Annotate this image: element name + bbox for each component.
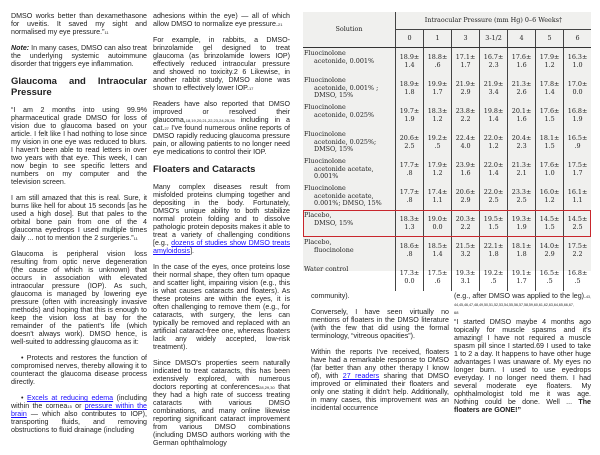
mean-value: 22.0± [483,134,504,142]
table-row [303,156,591,183]
mean-value: 21.3± [511,80,532,88]
mean-value: 23.3± [511,188,532,196]
text: I've found numerous online reports of DMSO rapidly reducing glaucoma pressure pain, or allowing patients to no longer need eye medications to control their IOP. [153,124,290,156]
note-paragraph [11,44,147,68]
sd-value: 1.8 [488,249,499,258]
pressure-cell [424,264,452,291]
text: that they had a high rate of success treating cataracts with various DMSO combinations, and many online likewise reporting significant cataract improvement from various DMSO combinations (including DMSO authors working with the German ophthalmology [153,383,290,447]
pressure-cell [564,237,591,264]
citation: 43,44,45,46,47,48,49,50,51,52,53,54,55,56,57,58,59,60,61,62,63,64,65,66,67, [454,295,591,307]
mean-value: 16.8± [567,107,588,115]
mean-value: 17.5± [427,269,448,277]
solution-header: Solution [303,12,396,48]
text: I am still amazed that this is real. Sure, it burns like hell for about 15 seconds [as he used a high dose]. But that pales to the orbital bone pain from one of the 4 glaucoma eyedrops I used multiple times daily ... not to mention the 2 surgeries.” [11,194,147,242]
week-header: 5 [536,30,564,48]
week-header: 0 [396,30,424,48]
pressure-cell [396,183,424,210]
mean-value: 20.4± [511,134,532,142]
pressure-cell [452,183,480,210]
pressure-cell [452,237,480,264]
label-line: acetonide acetate, [314,164,374,173]
mean-value: 20.3± [455,215,476,223]
mean-value: 22.0± [483,188,504,196]
sd-value: 1.9 [404,114,415,123]
pressure-cell [424,156,452,183]
week-header: 3 [452,30,480,48]
sd-value: 2.9 [544,249,555,258]
mean-value: 16.5± [539,269,560,277]
mean-value: 19.7± [399,107,420,115]
solution-label [303,210,396,237]
sd-value: 1.5 [544,141,555,150]
pressure-cell [452,210,480,237]
sd-value: 1.5 [544,222,555,231]
pressure-cell [564,129,591,156]
text: Many complex diseases result from misfolded proteins clumping together and depositing in the body. Fortunately, DMSO's unique ability to both stabilize normal protein folding and to dissolve pathologic protein deposits makes it able to treat a variety of challenging conditions [e.g., [153,183,290,247]
sd-value: 1.7 [460,60,471,69]
citation: 21 [277,22,283,27]
mean-value: 17.6± [539,161,560,169]
sd-value: .5 [490,276,497,285]
pressure-cell [508,210,536,237]
mean-value: 16.3± [567,53,588,61]
sd-value: 1.7 [432,87,443,96]
mean-value: 16.5± [567,134,588,142]
mean-value: 21.9± [483,80,504,88]
quote-paragraph [454,318,591,414]
sd-value: 1.2 [432,168,443,177]
pressure-cell [536,75,564,102]
section-heading: Glaucoma and Intraocular Pressure [11,76,147,98]
mean-value: 18.5± [427,242,448,250]
solution-label [303,156,396,183]
sd-value: 1.6 [516,60,527,69]
label-line: acetonide, 0.001% ; [314,83,379,92]
pressure-cell [536,156,564,183]
label-line: DMSO, 15% [314,145,354,153]
mean-value: 21.9± [455,80,476,88]
label-line: Placebo, [304,211,332,219]
pressure-cell [536,210,564,237]
label-line: acetonide, 0.001% [314,56,375,65]
mean-value: 17.6± [511,53,532,61]
sd-value: 3.4 [488,87,499,96]
sd-value: 2.2 [572,249,583,258]
paragraph: In the case of the eyes, once proteins lose their normal shape, they often turn opaque and scatter light, impairing vision (e.g., this is what causes cataracts and floaters). As these proteins are within the eyes, it is often challenging to remove them (e.g., for cataracts, with surgery, the lens can typically be removed and replaced with an artificial cataract-free one, whereas floaters lack any widely accepted, low-risk treatment). [153,263,290,351]
pressure-cell [396,156,424,183]
label-line: acetonide, 0.025% [314,110,375,119]
pressure-cell [480,102,508,129]
sd-value: 2.3 [488,60,499,69]
mean-value: 18.1± [539,134,560,142]
mean-value: 20.6± [455,188,476,196]
sd-value: 2.5 [488,195,499,204]
solution-label [303,237,396,264]
sd-value: 1.5 [488,222,499,231]
paragraph [153,36,290,92]
label-line: 0.001% [314,172,339,180]
pressure-cell [508,129,536,156]
solution-label [303,48,396,76]
sd-value: 1.6 [516,114,527,123]
sd-value: 1.4 [404,60,415,69]
pressure-cell [508,48,536,76]
sd-value: 0.0 [432,222,443,231]
table-row [303,264,591,291]
sd-value: 2.2 [460,222,471,231]
text: including in a cat. [153,116,290,132]
pressure-cell [396,75,424,102]
sd-value: 0.0 [404,276,415,285]
sd-value: 1.9 [572,114,583,123]
paragraph: Conversely, I have seen virtually no mentions of floaters in the DMSO literature (with the few that did using the formal terminology, “vitreous opacities”). [311,308,449,340]
mean-value: 18.9± [399,80,420,88]
bullet-item: • Excels at reducing edema (including within the cornea15 or pressure within the brain — which also contributes to IOP), transporting fluids, and removing obstructions to fluid drainage (including [11,394,147,434]
citation: 28,29,30 [259,385,275,390]
paragraph: community). [311,292,350,300]
pressure-cell [508,264,536,291]
label-line: DMSO, 15% [314,218,354,227]
sd-value: 1.4 [432,249,443,258]
mean-value: 17.4± [427,188,448,196]
sd-value: 2.5 [516,195,527,204]
pressure-cell [396,102,424,129]
sd-value: 1.0 [572,60,583,69]
pressure-cell [452,156,480,183]
mean-value: 17.9± [427,161,448,169]
text: Within the reports I've received, floaters have had a remarkable response to DMSO (far better than any other therapy I know of), with [311,348,449,380]
sd-value: 1.1 [572,195,583,204]
sd-value: 1.8 [516,249,527,258]
text: sharing that DMSO improved or eliminated their floaters and only one stating it didn't help. Additionally, in many cases, this improvement was an incidental occurrence [311,372,449,412]
solution-label [303,102,396,129]
pressure-cell [424,183,452,210]
pressure-cell [424,129,452,156]
mean-value: 23.9± [455,161,476,169]
table-row [303,183,591,210]
group-header: Intraocular Pressure (mm Hg) 0–6 Weeks† [396,12,592,30]
citation: 17 [248,86,254,91]
label-line: Fluocinolone [304,49,346,57]
citation: 18,19,20,21,22,23,24,25,26 [185,118,235,123]
pressure-cell [536,129,564,156]
sd-value: 1.2 [544,60,555,69]
text: DMSO works better than dexamethasone for uveitis. It saved my sight and normalised my eye pressure.” [11,12,147,36]
solution-label [303,183,396,210]
paragraph [11,12,147,36]
paragraph [454,292,591,316]
text: adhesions within the eye) — all of which allow DMSO to normalize eye pressure. [153,12,290,28]
paragraph [153,183,290,255]
mean-value: 20.6± [399,134,420,142]
pressure-cell [480,156,508,183]
mean-value: 14.5± [539,215,560,223]
table-row [303,48,591,76]
sd-value: 2.2 [460,114,471,123]
paragraph [153,100,290,156]
pressure-cell [564,75,591,102]
mean-value: 23.8± [455,107,476,115]
pressure-cell [564,48,591,76]
section-heading: Floaters and Cataracts [153,164,256,175]
mean-value: 19.2± [483,269,504,277]
mean-value: 16.7± [483,53,504,61]
pressure-cell [536,264,564,291]
sd-value: 1.8 [404,87,415,96]
table-row [303,75,591,102]
pressure-cell [452,129,480,156]
sd-value: 1.4 [488,114,499,123]
sd-value: 1.4 [544,87,555,96]
sd-value: 2.9 [460,87,471,96]
text: Since DMSO's properties seem naturally indicated to treat cataracts, this has been extensively explored, with numerous doctors reporting at conferences [153,359,290,391]
pressure-cell [424,48,452,76]
text: “I started DMSO maybe 4 months ago topically for muscle spasms and it's amazing! I have not required a muscle spasm pill since I started.69 I used to take 1 to 2 a day. It happens to have other huge advantages I was unaware of. My eyes no longer burn. I used to use eyedrops everyday. I no longer need them. I had several moderate eye floaters. My ophthalmologist told me it was age. Nothing could be done. Well ... [454,318,591,406]
pressure-cell [480,183,508,210]
paragraph [153,359,290,447]
text: For example, in rabbits, a DMSO-brinzolamide gel designed to treat glaucoma (as brinzolamide lowers IOP) effectively reduced intraocular pressure and showed no toxicity.2 6 Likewise, in another rabbit study, DMSO alone was shown to effectively lower IOP. [153,36,290,92]
citation: 15 [67,404,72,409]
mean-value: 19.2± [427,134,448,142]
text: (e.g., after DMSO was applied to the leg). [454,292,586,300]
mean-value: 16.8± [567,269,588,277]
sd-value: .5 [574,276,581,285]
sd-value: .8 [406,195,413,204]
pressure-cell [480,237,508,264]
paragraph [311,348,449,412]
mean-value: 18.9± [399,53,420,61]
mean-value: 18.6± [399,242,420,250]
intraocular-pressure-table [303,12,591,285]
text: In many cases, DMSO can also treat the underlying systemic autoimmune disorder that triggers eye inflammation. [11,44,147,68]
mean-value: 21.5± [455,242,476,250]
pressure-cell [396,264,424,291]
pressure-cell [452,102,480,129]
sd-value: 1.4 [488,168,499,177]
label-line: 0.001%; DMSO, 15% [314,199,382,207]
mean-value: 18.3± [399,215,420,223]
pressure-cell [508,156,536,183]
sd-value: .5 [546,276,553,285]
sd-value: 1.3 [404,222,415,231]
pressure-cell [452,264,480,291]
pressure-cell [424,102,452,129]
label-line: Placebo, [304,238,332,246]
week-header: 4 [508,30,536,48]
pressure-cell [424,237,452,264]
pressure-cell [564,183,591,210]
mean-value: 17.9± [539,53,560,61]
quote-paragraph [11,194,147,242]
mean-value: 18.1± [511,242,532,250]
sd-value: 1.9 [516,222,527,231]
solution-label [303,264,396,291]
mean-value: 17.0± [567,80,588,88]
sd-value: 2.5 [572,222,583,231]
sd-value: 1.0 [544,168,555,177]
mean-value: 17.5± [567,242,588,250]
quote-paragraph: “I am 2 months into using 99.9% pharmaceutical grade DMSO for loss of vision due to glaucoma based on your article. I felt like I had nothing to lose since my vision in one eye was reduced to blurs. I haven't been able to read letters in over two years with that eye. This week, I can now begin to see specific letters and numbers on my computer and the television screen. [11,106,147,186]
text: ]. [190,247,195,255]
solution-label [303,75,396,102]
sd-value: 1.2 [544,195,555,204]
sd-value: .6 [434,276,441,285]
pressure-cell [564,156,591,183]
mean-value: 19.8± [483,107,504,115]
mean-value: 17.8± [539,80,560,88]
label-line: acetonide, 0.025%; [314,137,377,146]
table-row [303,102,591,129]
table-row-highlighted [303,210,591,237]
pressure-cell [396,48,424,76]
sd-value: 1.2 [432,114,443,123]
mean-value: 17.5± [567,161,588,169]
paragraph: Glaucoma is peripheral vision loss resulting from optic nerve degeneration (the cause of which is unknown) that occurs in association with elevated intraocular pressure (IOP). As such, glaucoma is managed by lowering eye pressure (often with increasingly invasive methods) and hoping that this is enough to keep the vision loss at bay for the remainder of the patient's life (which doesn't always work). DMSO hence, is well-suited to addressing glaucoma as it: [11,250,147,346]
text: Readers have also reported that DMSO improved or resolved their glaucoma, [153,100,290,124]
sd-value: .8 [406,249,413,258]
bold-text: The floaters are GONE!” [454,398,591,414]
pressure-cell [424,75,452,102]
table-row [303,237,591,264]
mean-value: 17.1± [455,53,476,61]
mean-value: 21.3± [511,161,532,169]
label-line: DMSO, 15% [314,91,354,99]
mean-value: 22.1± [483,242,504,250]
text: — which also contributes to IOP), transporting fluids, and removing obstructions to fluid drainage (including [11,410,147,434]
label-line: Fluocinolone [304,184,346,192]
week-header: 3-1/2 [480,30,508,48]
sd-value: 3.2 [460,249,471,258]
mean-value: 22.0± [483,161,504,169]
pressure-cell [480,210,508,237]
left-column [11,12,147,442]
pressure-cell [564,264,591,291]
paragraph [153,12,290,28]
mean-value: 19.5± [483,215,504,223]
sd-value: 2.5 [404,141,415,150]
citation: 11 [104,30,109,35]
citation: 27 [164,126,169,131]
sd-value: 1.7 [572,168,583,177]
sd-value: 3.1 [460,276,471,285]
sd-value: 1.2 [488,141,499,150]
mean-value: 16.0± [539,188,560,196]
mean-value: 14.0± [539,242,560,250]
edema-link[interactable]: Excels at reducing edema [26,394,114,402]
mean-value: 20.1± [511,107,532,115]
week-header: 6 [564,30,591,48]
mean-value: 19.1± [511,269,532,277]
table-body [303,48,591,292]
sd-value: .6 [434,60,441,69]
mean-value: 17.7± [399,188,420,196]
label-line: Water control [304,265,349,273]
sd-value: 2.3 [516,141,527,150]
pressure-cell [480,129,508,156]
pressure-cell [508,75,536,102]
pressure-cell [564,102,591,129]
pressure-cell [508,237,536,264]
text: (including within the cornea [11,394,147,410]
table-row [303,129,591,156]
brain-pressure-link[interactable]: pressure within the brain [11,402,147,418]
mean-value: 17.6± [539,107,560,115]
sd-value: 2.6 [516,87,527,96]
pressure-cell [396,129,424,156]
mean-value: 17.3± [399,269,420,277]
mean-value: 19.3± [511,215,532,223]
citation: 68 [454,310,459,315]
amyloidosis-link[interactable]: dozens of studies show DMSO treats amyloidosis [153,239,290,255]
note-label: Note: [11,44,30,52]
pressure-cell [536,48,564,76]
sd-value: .8 [406,168,413,177]
sd-value: .9 [574,141,581,150]
readers-link[interactable]: 27 readers [342,372,380,380]
week-header: 1 [424,30,452,48]
bottom-right-column [454,292,591,422]
label-line: Fluocinolone [304,157,346,165]
mean-value: 18.8± [427,53,448,61]
mean-value: 18.3± [427,107,448,115]
mean-value: 14.5± [567,215,588,223]
label-line: Fluocinolone [304,76,346,84]
text: or [71,402,85,410]
mean-value: 17.7± [399,161,420,169]
sd-value: 1.6 [460,168,471,177]
pressure-cell [424,210,452,237]
pressure-cell [564,210,591,237]
mean-value: 22.4± [455,134,476,142]
mean-value: 19.3± [455,269,476,277]
label-line: fluocinolone [314,245,354,254]
pressure-cell [480,48,508,76]
citation: 11 [133,236,138,241]
sd-value: 1.1 [432,195,443,204]
label-line: Fluocinolone [304,130,346,138]
pressure-cell [480,264,508,291]
sd-value: 0.0 [572,87,583,96]
pressure-cell [536,183,564,210]
sd-value: 1.5 [544,114,555,123]
mean-value: 19.9± [427,80,448,88]
bullet-item: • Protects and restores the function of compromised nerves, thereby allowing it to counteract the glaucoma disease process directly. [11,354,147,386]
sd-value: 4.0 [460,141,471,150]
middle-column [153,12,290,455]
pressure-cell [452,75,480,102]
mean-value: 16.1± [567,188,588,196]
sd-value: 1.7 [516,276,527,285]
pressure-cell [452,48,480,76]
sd-value: 2.1 [516,168,527,177]
pressure-cell [396,237,424,264]
pressure-cell [480,75,508,102]
label-line: acetonide acetate, [314,191,374,200]
mean-value: 19.0± [427,215,448,223]
solution-label [303,129,396,156]
pressure-cell [508,102,536,129]
label-line: Fluocinolone [304,103,346,111]
pressure-cell [536,102,564,129]
pressure-cell [396,210,424,237]
sd-value: 2.9 [460,195,471,204]
pressure-cell [536,237,564,264]
bottom-left-column [311,292,449,420]
sd-value: .5 [434,141,441,150]
pressure-cell [508,183,536,210]
